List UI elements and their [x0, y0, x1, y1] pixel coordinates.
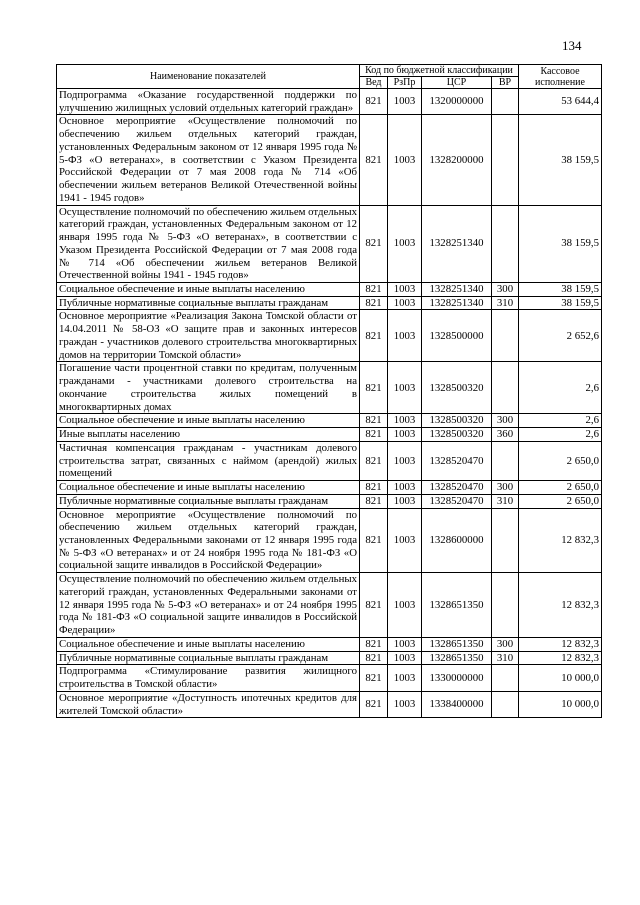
- row-ved: 821: [360, 115, 388, 205]
- row-csr: 1328500320: [422, 362, 492, 414]
- header-classification: Код по бюджетной классификации: [360, 65, 519, 77]
- row-name: Осуществление полномочий по обеспечению жильем отдельных категорий граждан, установленных Федеральным законом от 12 января 1995 года № 5-ФЗ «О ветеранах», в соответствии с Указом Президента Российской Федерации от 7 мая 2008 года № 714 «Об обеспечении жильем ветеранов Великой Отечественной войны 1941 - 1945 годов»: [57, 205, 360, 282]
- row-amount: 2,6: [519, 362, 602, 414]
- row-vr: 310: [492, 651, 519, 665]
- row-name: Погашение части процентной ставки по кредитам, полученным гражданами - участниками долевого строительства на окончание строительства жилых помещений в многоквартирных домах: [57, 362, 360, 414]
- row-ved: 821: [360, 89, 388, 115]
- table-row: [57, 310, 602, 362]
- row-vr: [492, 573, 519, 638]
- row-vr: [492, 508, 519, 573]
- row-rzpr: 1003: [388, 362, 422, 414]
- row-amount: 2 650,0: [519, 441, 602, 480]
- header-cash-execution: Кассовое исполнение: [519, 65, 602, 89]
- budget-table: [56, 64, 602, 718]
- row-amount: 12 832,3: [519, 637, 602, 651]
- table-header: [57, 65, 602, 89]
- table-row: [57, 481, 602, 495]
- row-amount: 2 650,0: [519, 494, 602, 508]
- row-rzpr: 1003: [388, 428, 422, 442]
- row-csr: 1338400000: [422, 691, 492, 717]
- row-amount: 38 159,5: [519, 283, 602, 297]
- row-csr: 1328251340: [422, 283, 492, 297]
- row-rzpr: 1003: [388, 115, 422, 205]
- row-rzpr: 1003: [388, 481, 422, 495]
- row-name: Основное мероприятие «Осуществление полномочий по обеспечению жильем отдельных категорий граждан, установленных Федеральными законами от 12 января 1995 года № 5-ФЗ «О ветеранах» и от 24 ноября 1995 года № 181-ФЗ «О социальной защите инвалидов в Российской Федерации»: [57, 508, 360, 573]
- row-name: Социальное обеспечение и иные выплаты населению: [57, 481, 360, 495]
- row-vr: 310: [492, 296, 519, 310]
- row-amount: 10 000,0: [519, 691, 602, 717]
- row-rzpr: 1003: [388, 691, 422, 717]
- table-row: [57, 651, 602, 665]
- row-vr: [492, 691, 519, 717]
- row-ved: 821: [360, 481, 388, 495]
- table-row: [57, 691, 602, 717]
- row-vr: 300: [492, 283, 519, 297]
- row-csr: 1330000000: [422, 665, 492, 691]
- row-vr: 310: [492, 494, 519, 508]
- row-name: Основное мероприятие «Реализация Закона Томской области от 14.04.2011 № 58-ОЗ «О защите прав и законных интересов граждан - участников долевого строительства многоквартирных домов на территории Томской области»: [57, 310, 360, 362]
- row-vr: [492, 115, 519, 205]
- row-name: Осуществление полномочий по обеспечению жильем отдельных категорий граждан, установленных Федеральными законами от 12 января 1995 года № 5-ФЗ «О ветеранах» и от 24 ноября 1995 года № 181-ФЗ «О социальной защите инвалидов в Российской Федерации»: [57, 573, 360, 638]
- header-ved: Вед: [360, 77, 388, 89]
- row-csr: 1328520470: [422, 441, 492, 480]
- row-csr: 1328651350: [422, 651, 492, 665]
- row-amount: 12 832,3: [519, 508, 602, 573]
- row-ved: 821: [360, 637, 388, 651]
- table-row: [57, 508, 602, 573]
- table-row: [57, 89, 602, 115]
- row-vr: 300: [492, 637, 519, 651]
- row-amount: 38 159,5: [519, 205, 602, 282]
- table-row: [57, 428, 602, 442]
- table-row: [57, 494, 602, 508]
- row-amount: 2 652,6: [519, 310, 602, 362]
- page-number: 134: [562, 38, 582, 53]
- row-amount: 10 000,0: [519, 665, 602, 691]
- row-vr: [492, 89, 519, 115]
- row-csr: 1328500320: [422, 414, 492, 428]
- row-name: Социальное обеспечение и иные выплаты населению: [57, 283, 360, 297]
- table-body: [57, 89, 602, 718]
- table-row: [57, 573, 602, 638]
- table-row: [57, 115, 602, 205]
- row-rzpr: 1003: [388, 651, 422, 665]
- table-row: [57, 665, 602, 691]
- row-rzpr: 1003: [388, 637, 422, 651]
- row-csr: 1328651350: [422, 637, 492, 651]
- table-row: [57, 414, 602, 428]
- row-csr: 1328251340: [422, 296, 492, 310]
- table-row: [57, 205, 602, 282]
- row-amount: 2 650,0: [519, 481, 602, 495]
- row-rzpr: 1003: [388, 89, 422, 115]
- row-csr: 1328651350: [422, 573, 492, 638]
- row-amount: 2,6: [519, 428, 602, 442]
- row-rzpr: 1003: [388, 414, 422, 428]
- header-csr: ЦСР: [422, 77, 492, 89]
- header-vr: ВР: [492, 77, 519, 89]
- row-ved: 821: [360, 362, 388, 414]
- row-name: Публичные нормативные социальные выплаты гражданам: [57, 296, 360, 310]
- row-csr: 1328600000: [422, 508, 492, 573]
- row-rzpr: 1003: [388, 205, 422, 282]
- row-ved: 821: [360, 441, 388, 480]
- table-row: [57, 441, 602, 480]
- row-name: Иные выплаты населению: [57, 428, 360, 442]
- row-csr: 1328500320: [422, 428, 492, 442]
- row-vr: 300: [492, 481, 519, 495]
- row-rzpr: 1003: [388, 441, 422, 480]
- row-rzpr: 1003: [388, 283, 422, 297]
- row-csr: 1328500000: [422, 310, 492, 362]
- table-row: [57, 637, 602, 651]
- row-name: Социальное обеспечение и иные выплаты населению: [57, 637, 360, 651]
- row-ved: 821: [360, 428, 388, 442]
- row-amount: 38 159,5: [519, 115, 602, 205]
- row-ved: 821: [360, 414, 388, 428]
- row-name: Основное мероприятие «Осуществление полномочий по обеспечению жильем отдельных категорий граждан, установленных Федеральным законом от 12 января 1995 года № 5-ФЗ «О ветеранах», в соответствии с Указом Президента Российской Федерации от 7 мая 2008 года № 714 «Об обеспечении жильем ветеранов Великой Отечественной войны 1941 - 1945 годов»: [57, 115, 360, 205]
- row-vr: [492, 362, 519, 414]
- row-rzpr: 1003: [388, 310, 422, 362]
- row-name: Основное мероприятие «Доступность ипотечных кредитов для жителей Томской области»: [57, 691, 360, 717]
- row-vr: [492, 441, 519, 480]
- row-rzpr: 1003: [388, 494, 422, 508]
- row-ved: 821: [360, 205, 388, 282]
- row-amount: 12 832,3: [519, 651, 602, 665]
- row-ved: 821: [360, 691, 388, 717]
- row-rzpr: 1003: [388, 508, 422, 573]
- row-vr: [492, 205, 519, 282]
- row-name: Публичные нормативные социальные выплаты гражданам: [57, 494, 360, 508]
- row-name: Подпрограмма «Стимулирование развития жилищного строительства в Томской области»: [57, 665, 360, 691]
- row-ved: 821: [360, 283, 388, 297]
- row-vr: 300: [492, 414, 519, 428]
- row-rzpr: 1003: [388, 573, 422, 638]
- row-amount: 38 159,5: [519, 296, 602, 310]
- row-rzpr: 1003: [388, 665, 422, 691]
- row-csr: 1328200000: [422, 115, 492, 205]
- row-ved: 821: [360, 651, 388, 665]
- row-vr: [492, 310, 519, 362]
- row-ved: 821: [360, 665, 388, 691]
- row-ved: 821: [360, 573, 388, 638]
- row-name: Частичная компенсация гражданам - участникам долевого строительства затрат, связанных с наймом (арендой) жилых помещений: [57, 441, 360, 480]
- row-name: Социальное обеспечение и иные выплаты населению: [57, 414, 360, 428]
- row-amount: 53 644,4: [519, 89, 602, 115]
- row-name: Публичные нормативные социальные выплаты гражданам: [57, 651, 360, 665]
- row-amount: 12 832,3: [519, 573, 602, 638]
- row-rzpr: 1003: [388, 296, 422, 310]
- table-row: [57, 296, 602, 310]
- row-name: Подпрограмма «Оказание государственной поддержки по улучшению жилищных условий отдельных категорий граждан»: [57, 89, 360, 115]
- row-ved: 821: [360, 310, 388, 362]
- row-vr: 360: [492, 428, 519, 442]
- row-ved: 821: [360, 296, 388, 310]
- header-name: Наименование показателей: [57, 65, 360, 89]
- row-vr: [492, 665, 519, 691]
- row-csr: 1328251340: [422, 205, 492, 282]
- header-rzpr: РзПр: [388, 77, 422, 89]
- table-row: [57, 283, 602, 297]
- row-amount: 2,6: [519, 414, 602, 428]
- table-row: [57, 362, 602, 414]
- row-csr: 1328520470: [422, 481, 492, 495]
- row-csr: 1328520470: [422, 494, 492, 508]
- row-ved: 821: [360, 508, 388, 573]
- row-ved: 821: [360, 494, 388, 508]
- row-csr: 1320000000: [422, 89, 492, 115]
